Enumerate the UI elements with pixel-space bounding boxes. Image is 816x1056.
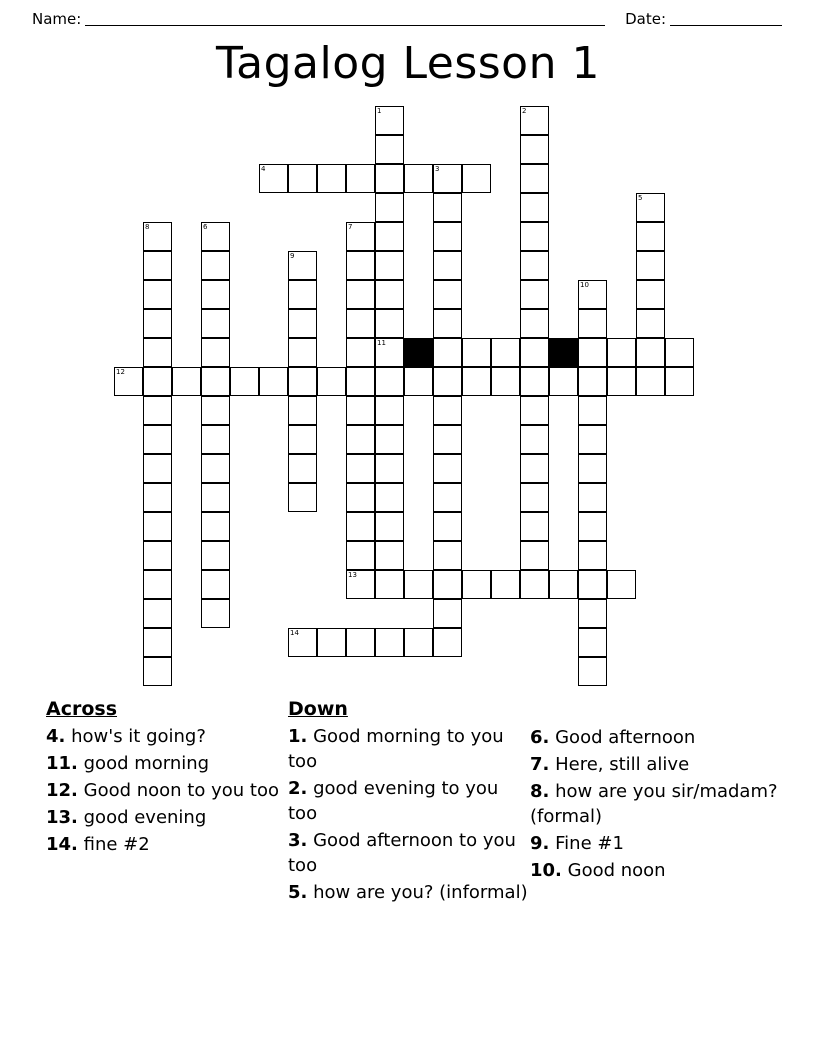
clue-text: fine #2 bbox=[83, 834, 150, 855]
crossword-cell[interactable] bbox=[578, 367, 607, 396]
crossword-cell[interactable] bbox=[201, 222, 230, 251]
crossword-cell[interactable] bbox=[288, 309, 317, 338]
crossword-cell[interactable] bbox=[143, 222, 172, 251]
page-title: Tagalog Lesson 1 bbox=[216, 38, 600, 89]
crossword-cell[interactable] bbox=[143, 396, 172, 425]
crossword-cell[interactable] bbox=[607, 367, 636, 396]
cell-number: 5 bbox=[638, 194, 643, 202]
crossword-cell[interactable] bbox=[346, 454, 375, 483]
crossword-cell[interactable] bbox=[520, 454, 549, 483]
crossword-cell[interactable] bbox=[578, 309, 607, 338]
clue-number: 2. bbox=[288, 778, 308, 799]
crossword-cell[interactable] bbox=[462, 570, 491, 599]
crossword-cell[interactable] bbox=[433, 483, 462, 512]
cell-number: 9 bbox=[290, 252, 295, 260]
name-write-line[interactable] bbox=[85, 11, 605, 26]
clue-down-1 bbox=[288, 724, 530, 774]
crossword-cell[interactable] bbox=[520, 396, 549, 425]
crossword-cell[interactable] bbox=[288, 251, 317, 280]
crossword-cell[interactable] bbox=[288, 483, 317, 512]
clue-text: good morning bbox=[83, 753, 210, 774]
crossword-cell[interactable] bbox=[578, 512, 607, 541]
crossword-cell[interactable] bbox=[578, 280, 607, 309]
crossword-cell[interactable] bbox=[375, 193, 404, 222]
crossword-cell[interactable] bbox=[520, 222, 549, 251]
crossword-cell[interactable] bbox=[520, 367, 549, 396]
crossword-cell[interactable] bbox=[201, 454, 230, 483]
clue-text: how are you sir/madam? (formal) bbox=[530, 781, 778, 827]
crossword-cell[interactable] bbox=[143, 541, 172, 570]
cell-number: 10 bbox=[580, 281, 589, 289]
crossword-block-cell bbox=[549, 338, 578, 367]
crossword-cell[interactable] bbox=[172, 367, 201, 396]
clue-across-14 bbox=[46, 832, 288, 857]
cell-number: 3 bbox=[435, 165, 440, 173]
crossword-cell[interactable] bbox=[520, 338, 549, 367]
crossword-cell[interactable] bbox=[143, 367, 172, 396]
crossword-cell[interactable] bbox=[665, 367, 694, 396]
clue-text: how's it going? bbox=[71, 726, 206, 747]
clue-down-9 bbox=[530, 831, 780, 856]
date-label: Date: bbox=[625, 10, 666, 28]
crossword-cell[interactable] bbox=[549, 570, 578, 599]
cell-number: 7 bbox=[348, 223, 353, 231]
crossword-block-cell bbox=[404, 338, 433, 367]
crossword-cell[interactable] bbox=[346, 425, 375, 454]
crossword-cell[interactable] bbox=[288, 454, 317, 483]
crossword-cell[interactable] bbox=[317, 628, 346, 657]
crossword-cell[interactable] bbox=[433, 396, 462, 425]
clue-down-8 bbox=[530, 779, 780, 829]
crossword-cell[interactable] bbox=[520, 106, 549, 135]
clue-number: 9. bbox=[530, 833, 550, 854]
cell-number: 2 bbox=[522, 107, 527, 115]
clue-text: Here, still alive bbox=[555, 754, 690, 775]
crossword-cell[interactable] bbox=[433, 251, 462, 280]
clue-number: 5. bbox=[288, 882, 308, 903]
crossword-cell[interactable] bbox=[636, 338, 665, 367]
crossword-cell[interactable] bbox=[317, 164, 346, 193]
clue-number: 14. bbox=[46, 834, 78, 855]
crossword-cell[interactable] bbox=[201, 367, 230, 396]
clue-text: good evening bbox=[83, 807, 207, 828]
clue-number: 3. bbox=[288, 830, 308, 851]
crossword-cell[interactable] bbox=[636, 367, 665, 396]
crossword-cell[interactable] bbox=[143, 338, 172, 367]
crossword-cell[interactable] bbox=[520, 309, 549, 338]
crossword-cell[interactable] bbox=[375, 454, 404, 483]
crossword-cell[interactable] bbox=[375, 367, 404, 396]
crossword-cell[interactable] bbox=[375, 570, 404, 599]
crossword-cell[interactable] bbox=[230, 367, 259, 396]
crossword-cell[interactable] bbox=[636, 251, 665, 280]
crossword-cell[interactable] bbox=[520, 135, 549, 164]
down-clues-column-1 bbox=[288, 698, 530, 907]
crossword-cell[interactable] bbox=[346, 222, 375, 251]
clue-text: Good morning to you too bbox=[288, 726, 504, 772]
crossword-cell[interactable] bbox=[462, 164, 491, 193]
crossword-cell[interactable] bbox=[346, 164, 375, 193]
crossword-cell[interactable] bbox=[433, 570, 462, 599]
clue-down-2 bbox=[288, 776, 530, 826]
clue-across-4 bbox=[46, 724, 288, 749]
clue-number: 11. bbox=[46, 753, 78, 774]
crossword-cell[interactable] bbox=[288, 338, 317, 367]
crossword-cell[interactable] bbox=[636, 193, 665, 222]
cell-number: 6 bbox=[203, 223, 208, 231]
crossword-cell[interactable] bbox=[404, 628, 433, 657]
crossword-cell[interactable] bbox=[578, 454, 607, 483]
crossword-cell[interactable] bbox=[346, 309, 375, 338]
crossword-cell[interactable] bbox=[201, 280, 230, 309]
crossword-cell[interactable] bbox=[578, 657, 607, 686]
clue-down-5 bbox=[288, 880, 530, 905]
crossword-cell[interactable] bbox=[636, 280, 665, 309]
crossword-cell[interactable] bbox=[520, 483, 549, 512]
crossword-cell[interactable] bbox=[578, 483, 607, 512]
clue-text: Good afternoon bbox=[555, 727, 696, 748]
clue-number: 8. bbox=[530, 781, 550, 802]
clue-down-10 bbox=[530, 858, 780, 883]
crossword-cell[interactable] bbox=[375, 396, 404, 425]
crossword-cell[interactable] bbox=[201, 570, 230, 599]
crossword-cell[interactable] bbox=[520, 164, 549, 193]
crossword-cell[interactable] bbox=[288, 164, 317, 193]
crossword-cell[interactable] bbox=[201, 599, 230, 628]
crossword-cell[interactable] bbox=[346, 541, 375, 570]
crossword-cell[interactable] bbox=[491, 367, 520, 396]
crossword-cell[interactable] bbox=[143, 425, 172, 454]
crossword-cell[interactable] bbox=[346, 512, 375, 541]
crossword-cell[interactable] bbox=[665, 338, 694, 367]
clue-across-13 bbox=[46, 805, 288, 830]
clue-text: Good afternoon to you too bbox=[288, 830, 516, 876]
clue-text: Good noon bbox=[567, 860, 666, 881]
clue-number: 1. bbox=[288, 726, 308, 747]
cell-number: 14 bbox=[290, 629, 299, 637]
crossword-cell[interactable] bbox=[375, 483, 404, 512]
crossword-cell[interactable] bbox=[433, 541, 462, 570]
crossword-cell[interactable] bbox=[433, 280, 462, 309]
crossword-cell[interactable] bbox=[143, 309, 172, 338]
clue-number: 10. bbox=[530, 860, 562, 881]
crossword-cell[interactable] bbox=[520, 251, 549, 280]
crossword-cell[interactable] bbox=[520, 541, 549, 570]
crossword-cell[interactable] bbox=[143, 599, 172, 628]
crossword-cell[interactable] bbox=[433, 222, 462, 251]
cell-number: 12 bbox=[116, 368, 125, 376]
clue-across-11 bbox=[46, 751, 288, 776]
crossword-cell[interactable] bbox=[143, 454, 172, 483]
crossword-cell[interactable] bbox=[288, 280, 317, 309]
crossword-cell[interactable] bbox=[114, 367, 143, 396]
crossword-cell[interactable] bbox=[375, 280, 404, 309]
crossword-cell[interactable] bbox=[346, 338, 375, 367]
crossword-cell[interactable] bbox=[346, 396, 375, 425]
clue-text: Good noon to you too bbox=[83, 780, 279, 801]
crossword-cell[interactable] bbox=[433, 425, 462, 454]
crossword-cell[interactable] bbox=[520, 280, 549, 309]
crossword-cell[interactable] bbox=[433, 309, 462, 338]
crossword-cell[interactable] bbox=[375, 512, 404, 541]
crossword-cell[interactable] bbox=[636, 222, 665, 251]
crossword-cell[interactable] bbox=[346, 570, 375, 599]
crossword-cell[interactable] bbox=[375, 541, 404, 570]
crossword-cell[interactable] bbox=[346, 251, 375, 280]
cell-number: 4 bbox=[261, 165, 266, 173]
crossword-cell[interactable] bbox=[520, 425, 549, 454]
crossword-cell[interactable] bbox=[636, 309, 665, 338]
crossword-cell[interactable] bbox=[433, 193, 462, 222]
crossword-cell[interactable] bbox=[520, 193, 549, 222]
crossword-cell[interactable] bbox=[259, 367, 288, 396]
crossword-cell[interactable] bbox=[491, 570, 520, 599]
crossword-cell[interactable] bbox=[578, 425, 607, 454]
crossword-cell[interactable] bbox=[143, 657, 172, 686]
crossword-cell[interactable] bbox=[462, 367, 491, 396]
crossword-cell[interactable] bbox=[346, 483, 375, 512]
crossword-cell[interactable] bbox=[288, 425, 317, 454]
crossword-cell[interactable] bbox=[404, 570, 433, 599]
crossword-cell[interactable] bbox=[375, 222, 404, 251]
crossword-cell[interactable] bbox=[143, 280, 172, 309]
crossword-cell[interactable] bbox=[433, 164, 462, 193]
across-heading: Across bbox=[46, 698, 118, 720]
crossword-cell[interactable] bbox=[433, 628, 462, 657]
crossword-cell[interactable] bbox=[201, 396, 230, 425]
cell-number: 8 bbox=[145, 223, 150, 231]
crossword-cell[interactable] bbox=[201, 338, 230, 367]
crossword-cell[interactable] bbox=[578, 570, 607, 599]
down-clues-column-2 bbox=[530, 698, 780, 885]
worksheet-header bbox=[32, 0, 784, 28]
clue-across-12 bbox=[46, 778, 288, 803]
clue-number: 4. bbox=[46, 726, 66, 747]
crossword-cell[interactable] bbox=[520, 512, 549, 541]
clue-number: 13. bbox=[46, 807, 78, 828]
crossword-cell[interactable] bbox=[375, 338, 404, 367]
clue-down-3 bbox=[288, 828, 530, 878]
crossword-cell[interactable] bbox=[201, 512, 230, 541]
crossword-cell[interactable] bbox=[201, 483, 230, 512]
crossword-cell[interactable] bbox=[317, 367, 346, 396]
cell-number: 1 bbox=[377, 107, 382, 115]
crossword-cell[interactable] bbox=[346, 367, 375, 396]
crossword-cell[interactable] bbox=[143, 483, 172, 512]
crossword-cell[interactable] bbox=[375, 106, 404, 135]
clue-text: good evening to you too bbox=[288, 778, 499, 824]
name-label: Name: bbox=[32, 10, 82, 28]
crossword-cell[interactable] bbox=[375, 135, 404, 164]
crossword-cell[interactable] bbox=[433, 454, 462, 483]
crossword-cell[interactable] bbox=[375, 425, 404, 454]
cell-number: 13 bbox=[348, 571, 357, 579]
crossword-cell[interactable] bbox=[520, 570, 549, 599]
crossword-cell[interactable] bbox=[143, 512, 172, 541]
crossword-cell[interactable] bbox=[143, 251, 172, 280]
crossword-cell[interactable] bbox=[578, 599, 607, 628]
crossword-cell[interactable] bbox=[607, 570, 636, 599]
clue-down-7 bbox=[530, 752, 780, 777]
crossword-cell[interactable] bbox=[201, 309, 230, 338]
crossword-cell[interactable] bbox=[143, 570, 172, 599]
crossword-cell[interactable] bbox=[375, 309, 404, 338]
crossword-cell[interactable] bbox=[549, 367, 578, 396]
crossword-cell[interactable] bbox=[404, 367, 433, 396]
crossword-grid[interactable] bbox=[0, 104, 816, 684]
crossword-cell[interactable] bbox=[288, 396, 317, 425]
crossword-cell[interactable] bbox=[375, 164, 404, 193]
crossword-cell[interactable] bbox=[375, 628, 404, 657]
crossword-cell[interactable] bbox=[578, 338, 607, 367]
crossword-cell[interactable] bbox=[346, 628, 375, 657]
crossword-cell[interactable] bbox=[462, 338, 491, 367]
crossword-cell[interactable] bbox=[201, 425, 230, 454]
crossword-cell[interactable] bbox=[433, 599, 462, 628]
crossword-cell[interactable] bbox=[201, 251, 230, 280]
cell-number: 11 bbox=[377, 339, 386, 347]
crossword-cell[interactable] bbox=[346, 280, 375, 309]
crossword-cell[interactable] bbox=[433, 512, 462, 541]
clue-down-6 bbox=[530, 725, 780, 750]
crossword-cell[interactable] bbox=[404, 164, 433, 193]
crossword-cell[interactable] bbox=[578, 396, 607, 425]
across-clues-column bbox=[46, 698, 288, 859]
clue-text: Fine #1 bbox=[555, 833, 624, 854]
crossword-cell[interactable] bbox=[491, 338, 520, 367]
crossword-cell[interactable] bbox=[288, 628, 317, 657]
clues-section bbox=[46, 698, 786, 907]
crossword-cell[interactable] bbox=[578, 628, 607, 657]
clue-number: 7. bbox=[530, 754, 550, 775]
crossword-cell[interactable] bbox=[259, 164, 288, 193]
date-write-line[interactable] bbox=[670, 11, 782, 26]
crossword-cell[interactable] bbox=[578, 541, 607, 570]
crossword-cell[interactable] bbox=[143, 628, 172, 657]
down-heading: Down bbox=[288, 698, 348, 720]
crossword-cell[interactable] bbox=[375, 251, 404, 280]
clue-text: how are you? (informal) bbox=[313, 882, 528, 903]
crossword-cell[interactable] bbox=[433, 338, 462, 367]
crossword-cell[interactable] bbox=[201, 541, 230, 570]
crossword-cell[interactable] bbox=[607, 338, 636, 367]
crossword-cell[interactable] bbox=[433, 367, 462, 396]
clue-number: 6. bbox=[530, 727, 550, 748]
clue-number: 12. bbox=[46, 780, 78, 801]
crossword-cell[interactable] bbox=[288, 367, 317, 396]
column-spacer bbox=[530, 698, 780, 725]
